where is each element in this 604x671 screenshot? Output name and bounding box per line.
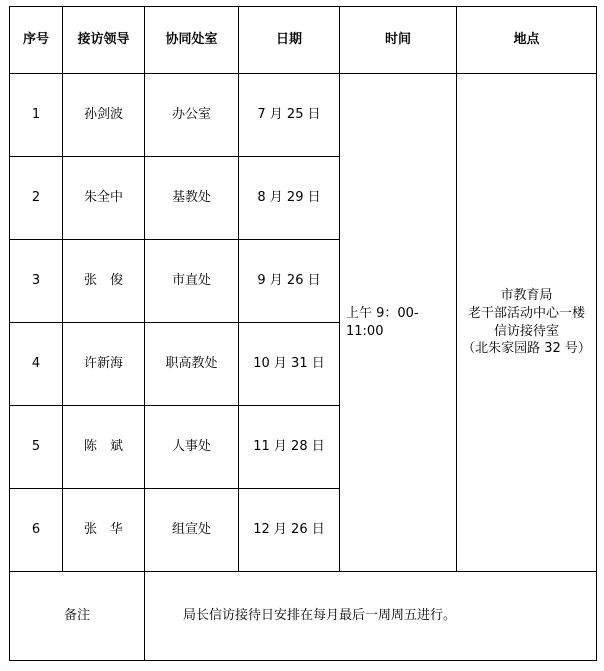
row-no: 2 <box>10 157 63 240</box>
note-label: 备注 <box>10 572 145 661</box>
row-dept: 职高教处 <box>145 323 239 406</box>
row-no: 1 <box>10 74 63 157</box>
row-leader: 张 华 <box>63 489 145 572</box>
table-row <box>10 74 597 157</box>
row-no: 5 <box>10 406 63 489</box>
location-line: 市教育局 <box>500 288 553 304</box>
note-text: 局长信访接待日安排在每月最后一周周五进行。 <box>145 572 597 661</box>
row-no: 6 <box>10 489 63 572</box>
row-dept: 基教处 <box>145 157 239 240</box>
header-no: 序号 <box>10 7 63 74</box>
location-line: （北朱家园路 32 号） <box>462 341 591 357</box>
row-leader: 许新海 <box>63 323 145 406</box>
note-row <box>10 572 597 661</box>
header-dept: 协同处室 <box>145 7 239 74</box>
row-date: 11 月 28 日 <box>239 406 340 489</box>
header-location: 地点 <box>457 7 597 74</box>
time-cell: 上午 9：00-11:00 <box>340 74 457 572</box>
row-leader: 张 俊 <box>63 240 145 323</box>
row-leader: 孙剑波 <box>63 74 145 157</box>
row-dept: 人事处 <box>145 406 239 489</box>
header-date: 日期 <box>239 7 340 74</box>
row-leader: 陈 斌 <box>63 406 145 489</box>
row-date: 8 月 29 日 <box>239 157 340 240</box>
row-date: 10 月 31 日 <box>239 323 340 406</box>
row-leader: 朱全中 <box>63 157 145 240</box>
row-dept: 市直处 <box>145 240 239 323</box>
row-date: 7 月 25 日 <box>239 74 340 157</box>
row-dept: 组宣处 <box>145 489 239 572</box>
location-cell <box>457 74 597 572</box>
row-no: 4 <box>10 323 63 406</box>
header-leader: 接访领导 <box>63 7 145 74</box>
row-dept: 办公室 <box>145 74 239 157</box>
location-line: 老干部活动中心一楼 <box>467 305 585 321</box>
row-date: 12 月 26 日 <box>239 489 340 572</box>
row-no: 3 <box>10 240 63 323</box>
header-time: 时间 <box>340 7 457 74</box>
header-row <box>10 7 597 74</box>
location-line: 信访接待室 <box>493 323 559 339</box>
row-date: 9 月 26 日 <box>239 240 340 323</box>
reception-schedule-table <box>9 6 597 661</box>
